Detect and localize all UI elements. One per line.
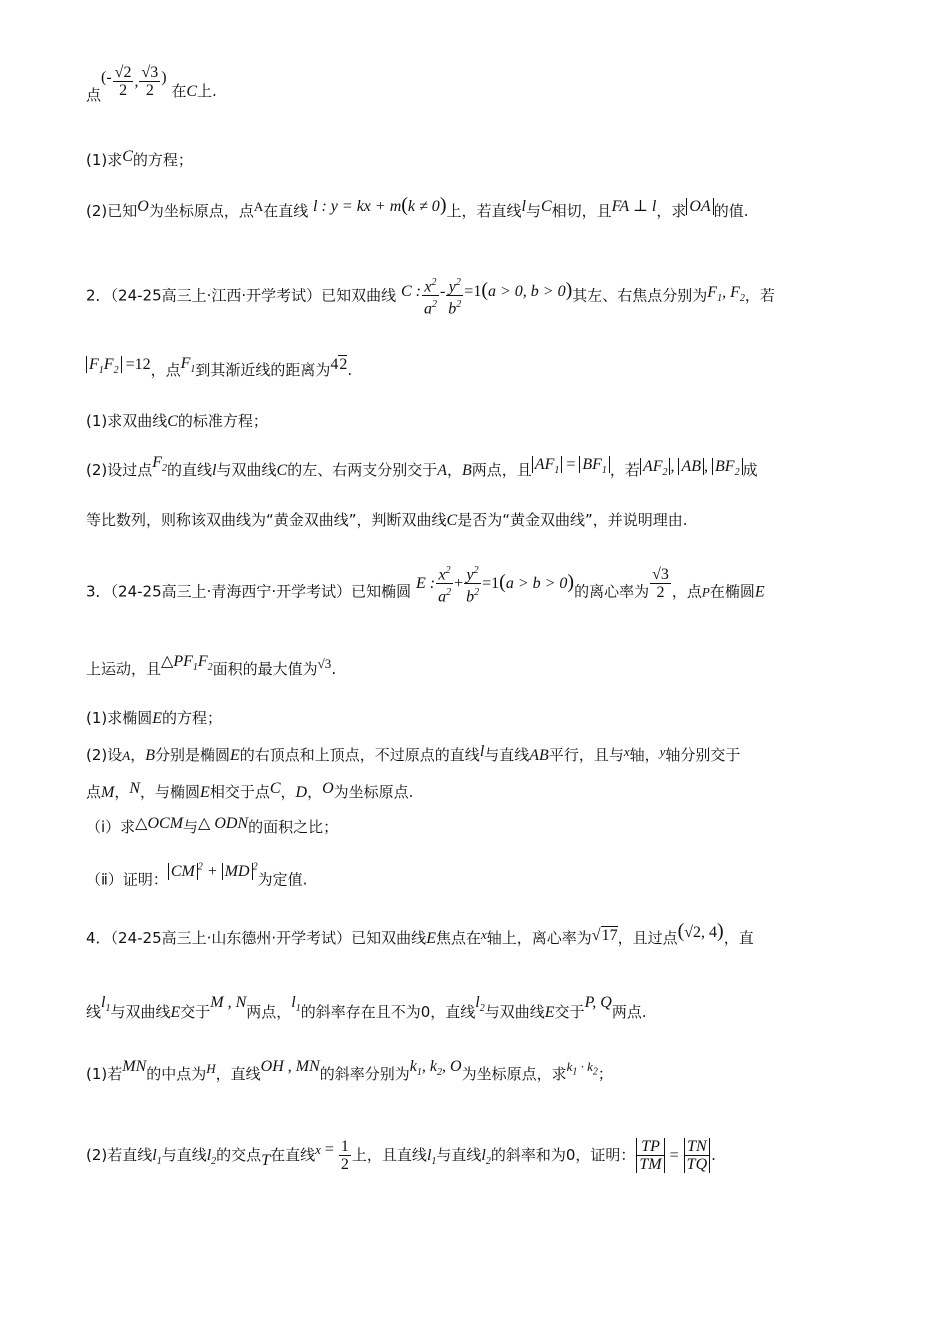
q4-part1: (1)若MN的中点为H，直线OH , MN的斜率分别为$k_1$, $k_2$, O为坐标原点，求$k_1 \cdot k_2$； <box>86 1058 613 1083</box>
frac-neg-sqrt2-over-2: $\frac{√2}{2}$ <box>114 64 132 99</box>
q2-line2: $F_1F_2 =12$，点$F_1$到其渐近线的距离为42. <box>86 360 352 387</box>
q4-part2: (2)若直线$l_1$与直线$l_2$的交点T在直线x = $\frac{1}{2}$ 上，且直线$l_1$与直线$l_2$的斜率和为0，证明： $\frac{TP}{TM}$ = $\frac{TN}{TQ}$ . <box>86 1138 716 1173</box>
q4-intro: 4．（24-25高三上·山东德州·开学考试）已知双曲线E焦点在x轴上，离心率为√17，且过点(√2, 4)，直 <box>86 920 754 947</box>
q1-part1: (1)求C的方程； <box>86 148 193 169</box>
q3-sub-ii: （ⅱ）证明： CM $^2$ + MD $^2$为定值. <box>86 862 308 889</box>
q3-sub-i: （ⅰ）求△OCM与△ ODN的面积之比； <box>86 815 339 836</box>
q3-intro: 3．（24-25高三上·青海西宁·开学考试）已知椭圆 E : $\frac{x^2}{a^2}$ + $\frac{y^2}{b^2}$ =1(a > b > 0)的离心率为 $\frac{√3}{2}$ ，点P在椭圆E <box>86 570 765 614</box>
q2-part2-line2: 等比数列，则称该双曲线为“黄金双曲线”，判断双曲线C是否为“黄金双曲线”，并说明理由. <box>86 511 688 529</box>
frac-sqrt3-over-2: $\frac{√3}{2}$ <box>141 64 159 99</box>
q3-line2: 上运动，且$\triangle PF_1F_2$面积的最大值为√3. <box>86 653 337 678</box>
q3-part2: (2)设A，B分别是椭圆E的右顶点和上顶点，不过原点的直线l与直线AB平行，且与x轴，y轴分别交于 <box>86 743 741 764</box>
q3-part1: (1)求椭圆E的方程； <box>86 709 223 727</box>
q3-part2-line2: 点M，N，与椭圆E相交于点C，D，O为坐标原点. <box>86 780 414 801</box>
q4-line2: 线$l_1$与双曲线E交于M , N两点，$l_1$的斜率存在且不为0，直线$l_2$与双曲线E交于P, Q两点. <box>86 994 647 1021</box>
q2-intro: 2．（24-25高三上·江西·开学考试）已知双曲线 C : $\frac{x^2}{a^2}$ - $\frac{y^2}{b^2}$ =1(a > 0, b > 0)其左、右焦点分别为$F_1$, $F_2$，若 <box>86 274 775 318</box>
q2-part2: (2)设过点$F_2$的直线l与双曲线C的左、右两支分别交于A，B两点，且 $AF_1 = BF_1$ ，若 $AF_2$ , AB , $BF_2$ 成 <box>86 454 758 479</box>
q1-point-line: 点(- $\frac{√2}{2}$ , $\frac{√3}{2}$ ) 在C上. <box>86 64 217 104</box>
q1-part2: (2)已知O为坐标原点，点A在直线 l : y = kx + m(k ≠ 0)上，若直线l与C相切，且FA ⊥ l，求 OA 的值. <box>86 194 749 220</box>
q2-part1: (1)求双曲线C的标准方程； <box>86 412 268 430</box>
